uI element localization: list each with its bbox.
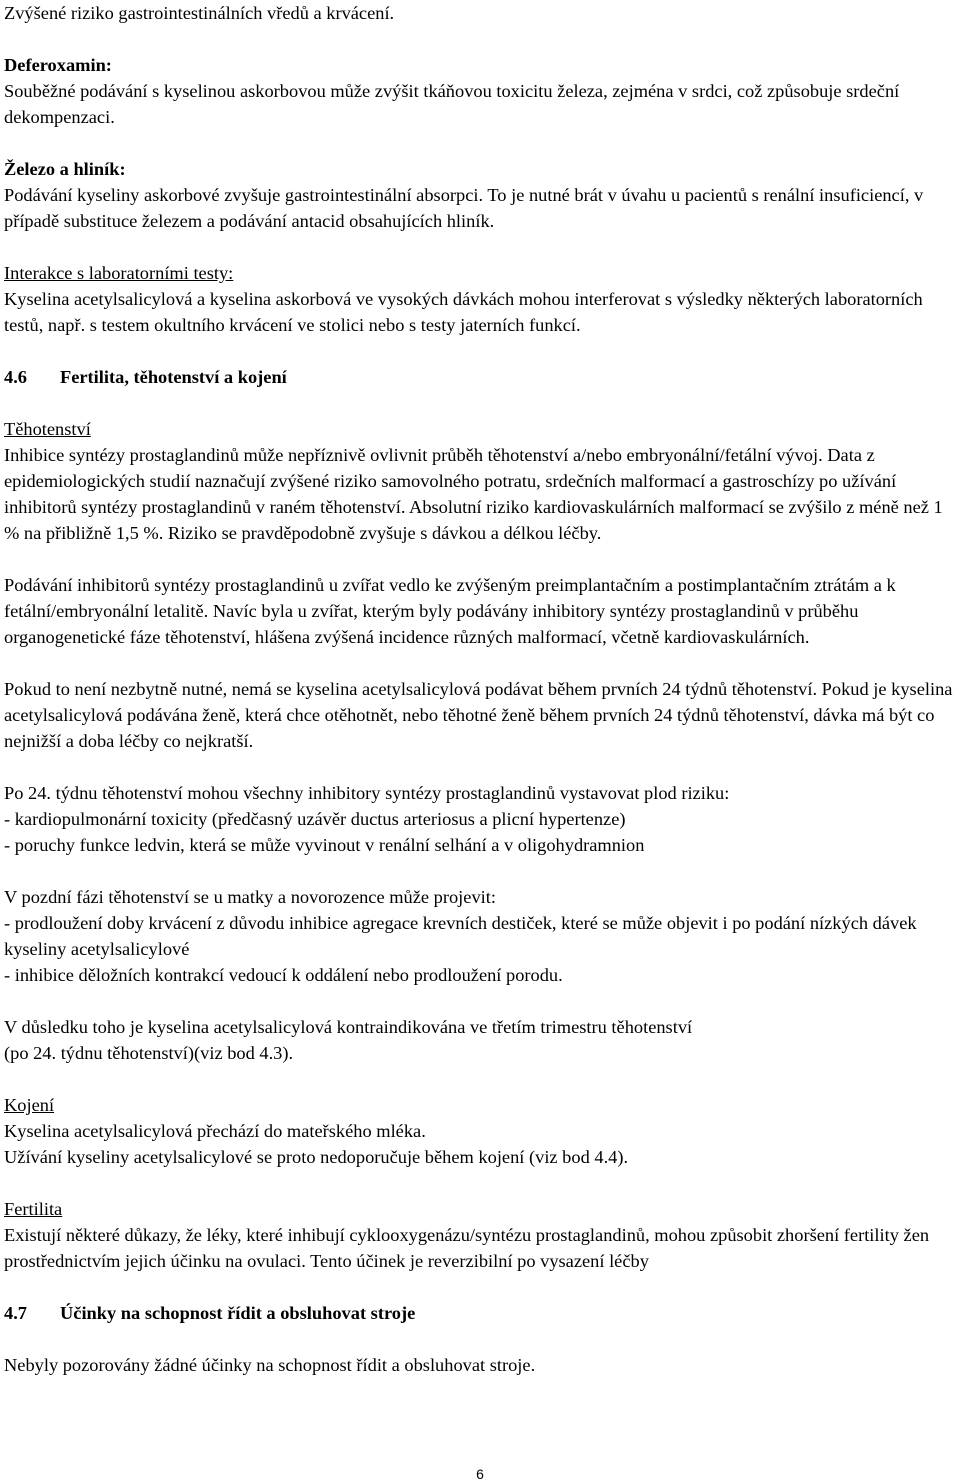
zelezo-heading: Železo a hliník: (4, 159, 126, 179)
page-number: 6 (476, 1466, 484, 1482)
section-title: Účinky na schopnost řídit a obsluhovat stroje (60, 1303, 416, 1323)
tehotenstvi-paragraph-5-intro: V pozdní fázi těhotenství se u matky a novorozence může projevit: (4, 887, 496, 907)
list-item: - prodloužení doby krvácení z důvodu inhibice agregace krevních destiček, které se může objevit i po podání nízkých dávek kyseliny acetylsalicylové (4, 913, 917, 959)
section-number: 4.6 (4, 367, 27, 387)
document-page (4, 0, 958, 1378)
list-item: - inhibice děložních kontrakcí vedoucí k oddálení nebo prodloužení porodu. (4, 965, 563, 985)
section-number: 4.7 (4, 1303, 27, 1323)
section-title: Fertilita, těhotenství a kojení (60, 367, 287, 387)
tehotenstvi-paragraph-4-intro: Po 24. týdnu těhotenství mohou všechny inhibitory syntézy prostaglandinů vystavovat plod riziku: (4, 783, 730, 803)
section-4-7-heading (4, 1300, 958, 1326)
section-4-6-heading (4, 364, 958, 390)
kojeni-line-1: Kyselina acetylsalicylová přechází do mateřského mléka. (4, 1121, 426, 1141)
tehotenstvi-paragraph-1: Inhibice syntézy prostaglandinů může nepříznivě ovlivnit průběh těhotenství a/nebo embryonální/fetální vývoj. Data z epidemiologických studií naznačují zvýšené riziko samovolného potratu, srdečních malformací a gastroschízy po užívání inhibitorů syntézy prostaglandinů v raném těhotenství. Absolutní riziko kardiovaskulárních malformací se zvýšilo z méně než 1 % na přibližně 1,5 %. Riziko se pravděpodobně zvyšuje s dávkou a délkou léčby. (4, 445, 943, 543)
deferoxamin-text: Souběžné podávání s kyselinou askorbovou může zvýšit tkáňovou toxicitu železa, zejména v srdci, což způsobuje srdeční dekompenzaci. (4, 81, 900, 127)
tehotenstvi-paragraph-6-line-2: (po 24. týdnu těhotenství)(viz bod 4.3). (4, 1043, 294, 1063)
zelezo-text: Podávání kyseliny askorbové zvyšuje gastrointestinální absorpci. To je nutné brát v úvahu u pacientů s renální insuficiencí, v případě substituce železem a podávání antacid obsahujících hliník. (4, 185, 924, 231)
section-4-7-text: Nebyly pozorovány žádné účinky na schopnost řídit a obsluhovat stroje. (4, 1355, 536, 1375)
fertilita-heading: Fertilita (4, 1199, 63, 1219)
deferoxamin-heading: Deferoxamin: (4, 55, 112, 75)
tehotenstvi-paragraph-2: Podávání inhibitorů syntézy prostaglandinů u zvířat vedlo ke zvýšeným preimplantačním a postimplantačním ztrátám a k fetální/embryonální letalitě. Navíc byla u zvířat, kterým byly podávány inhibitory syntézy prostaglandinů v průběhu organogenetické fáze těhotenství, hlášena zvýšená incidence různých malformací, včetně kardiovaskulárních. (4, 575, 896, 647)
list-item: - poruchy funkce ledvin, která se může vyvinout v renální selhání a v oligohydramnion (4, 835, 645, 855)
tehotenstvi-paragraph-3: Pokud to není nezbytně nutné, nemá se kyselina acetylsalicylová podávat během prvních 24 týdnů těhotenství. Pokud je kyselina acetylsalicylová podávána ženě, která chce otěhotnět, nebo těhotné ženě během prvních 24 týdnů těhotenství, dávka má být co nejnižší a doba léčby co nejkratší. (4, 679, 953, 751)
fertilita-text: Existují některé důkazy, že léky, které inhibují cyklooxygenázu/syntézu prostaglandinů, mohou způsobit zhoršení fertility žen prostřednictvím jejich účinku na ovulaci. Tento účinek je reverzibilní po vysazení léčby (4, 1225, 930, 1271)
intro-text: Zvýšené riziko gastrointestinálních vředů a krvácení. (4, 3, 395, 23)
tehotenstvi-heading: Těhotenství (4, 419, 91, 439)
kojeni-line-2: Užívání kyseliny acetylsalicylové se proto nedoporučuje během kojení (viz bod 4.4). (4, 1147, 629, 1167)
interakce-text: Kyselina acetylsalicylová a kyselina askorbová ve vysokých dávkách mohou interferovat s výsledky některých laboratorních testů, např. s testem okultního krvácení ve stolici nebo s testy jaterních funkcí. (4, 289, 923, 335)
list-item: - kardiopulmonární toxicity (předčasný uzávěr ductus arteriosus a plicní hypertenze) (4, 809, 626, 829)
interakce-heading: Interakce s laboratorními testy: (4, 263, 234, 283)
tehotenstvi-paragraph-6-line-1: V důsledku toho je kyselina acetylsalicylová kontraindikována ve třetím trimestru těhotenství (4, 1017, 693, 1037)
kojeni-heading: Kojení (4, 1095, 55, 1115)
